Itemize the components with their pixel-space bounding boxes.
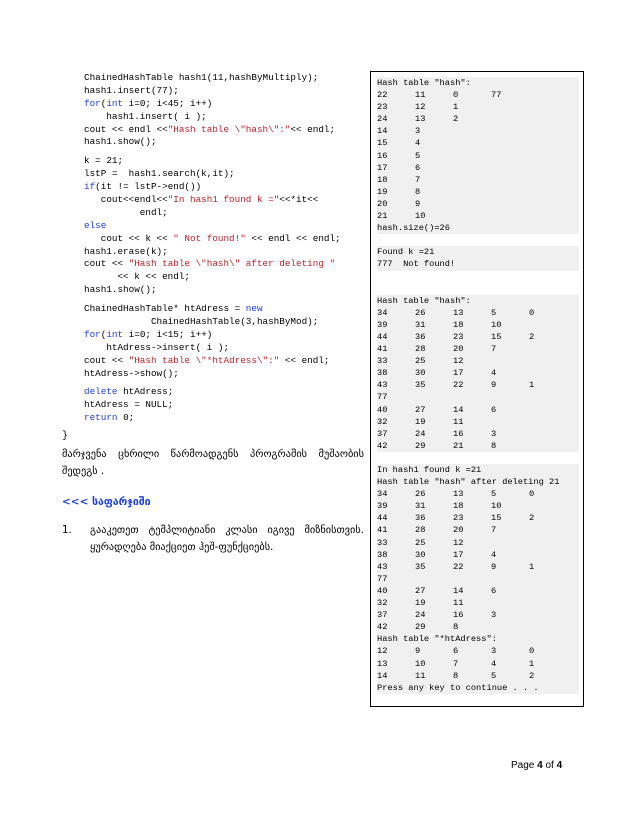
description-paragraph: მარჯვენა ცხრილი წარმოადგენს პროგრამის მუშაობის შედეგს . (62, 448, 364, 477)
code-text: ( (100, 97, 107, 109)
console-line (377, 585, 579, 597)
console-cell: 35 (415, 561, 426, 572)
console-line: 77 (377, 391, 579, 403)
console-cell: 37 (377, 610, 388, 621)
console-cell: 6 (491, 404, 497, 415)
console-cell: 40 (377, 404, 388, 415)
console-line (377, 355, 579, 367)
console-line: hash.size()=26 (377, 222, 579, 234)
code-text: hash1.insert(77); (84, 84, 179, 96)
console-line (377, 549, 579, 561)
console-cell: 28 (415, 344, 426, 355)
code-text: i=0; i<45; i++) (123, 97, 213, 109)
console-cell: 16 (377, 150, 388, 161)
code-text: cout << (84, 258, 129, 270)
code-text: (it != lstP->end()) (95, 181, 202, 193)
console-cell: 12 (453, 537, 464, 548)
console-cell: 36 (415, 513, 426, 524)
console-cell: 4 (491, 658, 497, 669)
console-cell: 38 (377, 368, 388, 379)
console-cell: 12 (377, 646, 388, 657)
code-keyword: delete (84, 386, 118, 398)
code-line (84, 355, 369, 368)
console-line (377, 597, 579, 609)
console-cell: 9 (491, 561, 497, 572)
console-cell: 37 (377, 428, 388, 439)
console-cell: 27 (415, 404, 426, 415)
console-line: Hash table "hash": (377, 295, 579, 307)
console-cell: 41 (377, 525, 388, 536)
console-cell: 2 (529, 670, 535, 681)
console-cell: 44 (377, 513, 388, 524)
code-text: endl; (84, 206, 168, 218)
console-cell: 33 (377, 356, 388, 367)
console-cell: 7 (491, 525, 497, 536)
console-cell: 11 (415, 90, 426, 101)
console-cell: 3 (415, 126, 421, 137)
console-line (377, 162, 579, 174)
console-line (377, 307, 579, 319)
console-cell: 12 (415, 102, 426, 113)
console-line (377, 210, 579, 222)
console-line (377, 89, 579, 101)
console-cell: 1 (529, 561, 535, 572)
console-cell: 17 (453, 368, 464, 379)
console-cell: 8 (453, 622, 459, 633)
console-cell: 29 (415, 440, 426, 451)
section-title: <<< საფარჯიში (62, 496, 151, 508)
code-line (84, 329, 369, 342)
console-cell: 15 (377, 138, 388, 149)
console-cell: 5 (491, 307, 497, 318)
console-line (377, 271, 579, 283)
console-line: 77 (377, 573, 579, 585)
console-cell: 5 (491, 670, 497, 681)
console-cell: 0 (529, 307, 535, 318)
code-keyword: int (106, 97, 124, 109)
page-footer (511, 760, 562, 771)
code-string: "Hash table \"hash\" after deleting " (128, 258, 336, 270)
code-line (84, 284, 369, 297)
console-cell: 17 (377, 162, 388, 173)
console-cell: 9 (415, 646, 421, 657)
code-text: ChainedHashTable hash1(11,hashByMultiply); (84, 72, 319, 83)
console-cell: 41 (377, 344, 388, 355)
console-cell: 2 (529, 331, 535, 342)
console-cell: 23 (453, 331, 464, 342)
console-cell: 9 (415, 198, 421, 209)
console-cell: 21 (377, 211, 388, 222)
console-cell: 10 (415, 211, 426, 222)
console-cell: 9 (491, 380, 497, 391)
console-line (377, 113, 579, 125)
console-output (370, 71, 584, 707)
code-line (84, 168, 369, 181)
console-cell: 6 (415, 162, 421, 173)
code-text: ChainedHashTable(3,hashByMod); (84, 316, 319, 328)
console-line (377, 319, 579, 331)
code-line (84, 246, 369, 259)
closing-brace: } (62, 431, 69, 442)
code-keyword: for (84, 328, 101, 340)
code-line (84, 399, 369, 412)
console-cell: 7 (453, 658, 459, 669)
console-line: Hash table "*htAdress": (377, 633, 579, 645)
console-cell: 10 (415, 658, 426, 669)
console-line (377, 488, 579, 500)
code-text: lstP = hash1.search(k,it); (84, 168, 235, 180)
console-cell: 1 (529, 658, 535, 669)
code-keyword: else (84, 219, 107, 231)
code-keyword: new (245, 303, 263, 315)
console-cell: 38 (377, 549, 388, 560)
console-cell: 3 (491, 646, 497, 657)
console-cell: 18 (453, 319, 464, 330)
code-string: "Hash table \"*htAdress\":" (128, 354, 280, 366)
code-text: cout << k << (84, 232, 174, 244)
console-cell: 24 (415, 610, 426, 621)
console-cell: 43 (377, 380, 388, 391)
console-line (377, 186, 579, 198)
code-keyword: for (84, 97, 101, 109)
console-cell: 31 (415, 501, 426, 512)
console-cell: 13 (377, 658, 388, 669)
console-line (377, 234, 579, 246)
console-line: In hash1 found k =21 (377, 464, 579, 476)
code-line (84, 233, 369, 246)
console-cell: 5 (491, 489, 497, 500)
console-cell: 22 (453, 561, 464, 572)
console-cell: 0 (453, 90, 459, 101)
console-line (377, 283, 579, 295)
console-cell: 35 (415, 380, 426, 391)
console-line (377, 440, 579, 452)
console-cell: 42 (377, 622, 388, 633)
code-text: htAdress->insert( i ); (84, 341, 230, 353)
task-text: გააკეთეთ ტემპლიტიანი კლასი იგივე მიზნისთვის. ყურადღება მიაქციეთ ჰეშ-ფუნქციებს. (90, 524, 364, 553)
code-text: k = 21; (84, 155, 124, 167)
console-cell: 33 (377, 537, 388, 548)
code-line (84, 342, 369, 355)
code-line (84, 316, 369, 329)
console-line (377, 198, 579, 210)
code-line (84, 220, 369, 233)
code-line (84, 155, 369, 168)
task-number: 1. (62, 524, 72, 536)
console-cell: 30 (415, 368, 426, 379)
code-line (84, 181, 369, 194)
console-cell: 15 (491, 513, 502, 524)
console-cell: 19 (415, 416, 426, 427)
console-cell: 40 (377, 585, 388, 596)
code-text: cout << endl << (84, 123, 168, 135)
console-line (377, 150, 579, 162)
console-cell: 0 (529, 489, 535, 500)
code-line (84, 194, 369, 207)
console-line (377, 174, 579, 186)
console-line (377, 379, 579, 391)
console-cell: 36 (415, 331, 426, 342)
code-line (84, 207, 369, 220)
code-keyword: return (84, 412, 118, 424)
console-cell: 4 (415, 138, 421, 149)
footer-total-pages: 4 (556, 760, 563, 771)
console-line: Hash table "hash" after deleting 21 (377, 476, 579, 488)
code-line (84, 368, 369, 381)
console-cell: 30 (415, 549, 426, 560)
console-cell: 44 (377, 331, 388, 342)
console-cell: 25 (415, 356, 426, 367)
footer-prefix: Page (511, 760, 538, 771)
console-cell: 21 (453, 440, 464, 451)
console-line (377, 609, 579, 621)
code-text: cout << (84, 354, 129, 366)
code-string: " Not found!" (173, 232, 246, 244)
console-line (377, 452, 579, 464)
code-keyword: if (84, 181, 96, 193)
code-string: "In hash1 found k =" (167, 194, 280, 206)
code-text: hash1.erase(k); (84, 245, 168, 257)
console-cell: 19 (377, 186, 388, 197)
console-cell: 13 (415, 114, 426, 125)
console-line (377, 416, 579, 428)
code-text: 0; (117, 412, 135, 424)
console-cell: 7 (415, 174, 421, 185)
console-cell: 22 (453, 380, 464, 391)
code-text: htAdress = NULL; (84, 399, 174, 411)
code-text: ( (100, 328, 107, 340)
console-cell: 32 (377, 598, 388, 609)
console-cell: 29 (415, 622, 426, 633)
console-cell: 8 (491, 440, 497, 451)
console-cell: 24 (415, 428, 426, 439)
console-cell: 27 (415, 585, 426, 596)
console-line: Found k =21 (377, 246, 579, 258)
console-cell: 2 (453, 114, 459, 125)
console-cell: 12 (453, 356, 464, 367)
console-line (377, 101, 579, 113)
console-line (377, 125, 579, 137)
code-line (84, 98, 369, 111)
console-cell: 11 (453, 598, 464, 609)
console-line (377, 428, 579, 440)
console-line (377, 331, 579, 343)
console-cell: 42 (377, 440, 388, 451)
code-text: hash1.show(); (84, 136, 157, 148)
console-cell: 8 (415, 186, 421, 197)
code-text: <<*it<< (279, 194, 319, 206)
console-cell: 24 (377, 114, 388, 125)
console-cell: 26 (415, 489, 426, 500)
console-cell: 10 (491, 501, 502, 512)
console-cell: 77 (491, 90, 502, 101)
code-string: "Hash table \"hash\":" (167, 123, 291, 135)
code-text: << endl; (279, 354, 330, 366)
code-line (84, 303, 369, 316)
console-cell: 4 (491, 549, 497, 560)
console-cell: 1 (453, 102, 459, 113)
console-line: 777 Not found! (377, 258, 579, 270)
console-cell: 3 (491, 428, 497, 439)
console-cell: 6 (491, 585, 497, 596)
console-cell: 19 (415, 598, 426, 609)
console-cell: 14 (377, 670, 388, 681)
console-cell: 13 (453, 307, 464, 318)
code-text: ChainedHashTable* htAdress = (84, 303, 246, 315)
code-text: hash1.show(); (84, 284, 157, 296)
code-text: << endl << endl; (245, 232, 341, 244)
console-cell: 18 (377, 174, 388, 185)
footer-of: of (542, 760, 557, 771)
code-line (84, 271, 369, 284)
console-cell: 14 (453, 585, 464, 596)
console-cell: 31 (415, 319, 426, 330)
code-line (84, 136, 369, 149)
console-line (377, 670, 579, 682)
task-item (62, 522, 364, 556)
console-line (377, 645, 579, 657)
console-cell: 16 (453, 610, 464, 621)
console-cell: 14 (453, 404, 464, 415)
section-heading (62, 496, 151, 508)
console-cell: 10 (491, 319, 502, 330)
console-cell: 3 (491, 610, 497, 621)
console-cell: 39 (377, 501, 388, 512)
console-line (377, 137, 579, 149)
code-text: htAdress; (117, 386, 174, 398)
console-cell: 6 (453, 646, 459, 657)
console-line (377, 561, 579, 573)
console-line (377, 658, 579, 670)
console-cell: 15 (491, 331, 502, 342)
console-cell: 32 (377, 416, 388, 427)
console-cell: 22 (377, 90, 388, 101)
console-line (377, 512, 579, 524)
console-cell: 39 (377, 319, 388, 330)
footer-current-page: 4 (537, 760, 543, 771)
code-line (84, 412, 369, 425)
console-cell: 0 (529, 646, 535, 657)
console-cell: 14 (377, 126, 388, 137)
console-cell: 28 (415, 525, 426, 536)
code-text: << endl; (290, 123, 336, 135)
code-keyword: int (106, 328, 124, 340)
code-text: i=0; i<15; i++) (123, 328, 213, 340)
console-cell: 23 (377, 102, 388, 113)
console-line (377, 343, 579, 355)
console-cell: 11 (415, 670, 426, 681)
console-cell: 25 (415, 537, 426, 548)
console-cell: 7 (491, 344, 497, 355)
console-cell: 18 (453, 501, 464, 512)
console-cell: 1 (529, 380, 535, 391)
console-cell: 17 (453, 549, 464, 560)
code-line (84, 111, 369, 124)
console-line (377, 621, 579, 633)
code-text: hash1.insert( i ); (84, 110, 207, 122)
source-code (84, 72, 369, 425)
code-line (84, 386, 369, 399)
console-cell: 11 (453, 416, 464, 427)
code-text: << k << endl; (84, 271, 191, 283)
console-line (377, 500, 579, 512)
code-line (84, 124, 369, 137)
console-cell: 16 (453, 428, 464, 439)
console-cell: 34 (377, 307, 388, 318)
console-cell: 20 (453, 344, 464, 355)
console-cell: 5 (415, 150, 421, 161)
console-cell: 13 (453, 489, 464, 500)
console-cell: 43 (377, 561, 388, 572)
console-cell: 2 (529, 513, 535, 524)
console-cell: 20 (377, 198, 388, 209)
console-cell: 26 (415, 307, 426, 318)
console-cell: 34 (377, 489, 388, 500)
code-line (84, 72, 369, 85)
code-text: htAdress->show(); (84, 367, 179, 379)
code-line (84, 258, 369, 271)
console-cell: 8 (453, 670, 459, 681)
console-line (377, 524, 579, 536)
console-line (377, 367, 579, 379)
console-line: Hash table "hash": (377, 77, 579, 89)
console-cell: 20 (453, 525, 464, 536)
console-cell: 4 (491, 368, 497, 379)
console-line (377, 537, 579, 549)
console-line: Press any key to continue . . . (377, 682, 579, 694)
code-line (84, 85, 369, 98)
code-text: cout<<endl<< (84, 194, 168, 206)
console-line (377, 404, 579, 416)
console-cell: 23 (453, 513, 464, 524)
